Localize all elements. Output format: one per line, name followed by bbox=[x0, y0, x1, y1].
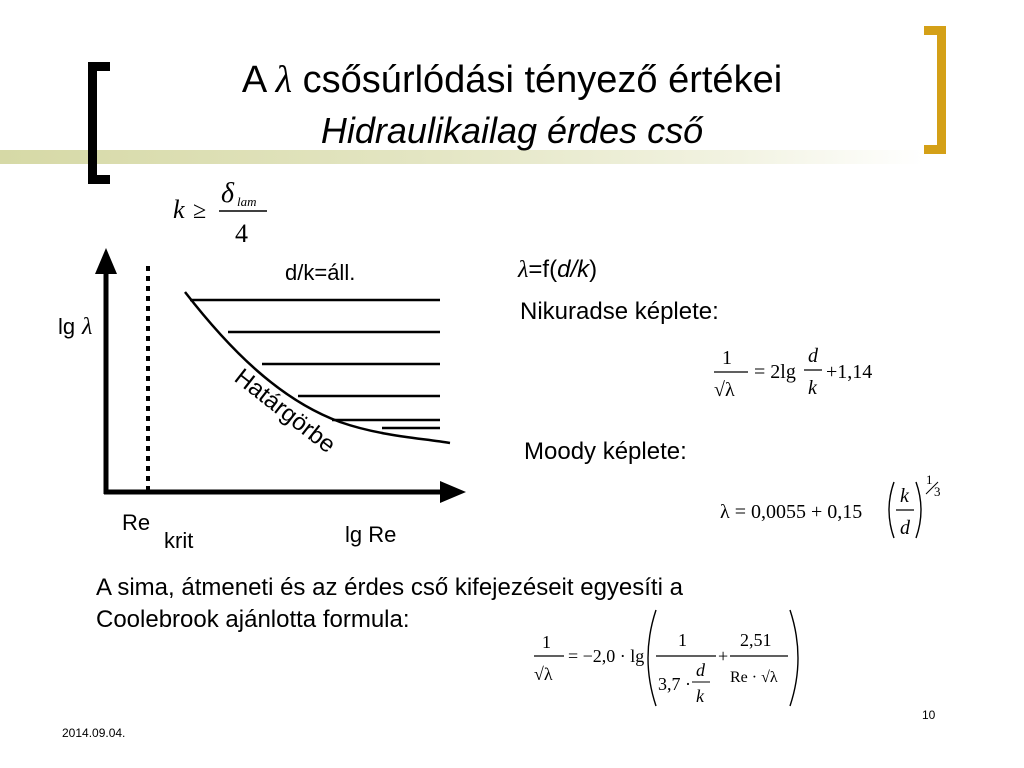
x-axis-arrow-icon bbox=[440, 481, 466, 503]
function-argument: d/k bbox=[557, 256, 590, 283]
re-sqrt-lambda: Re · √λ bbox=[730, 669, 778, 686]
k-symbol: k bbox=[696, 686, 704, 706]
numerator-1: 1 bbox=[722, 347, 732, 369]
re-label: Re bbox=[122, 510, 151, 535]
moody-formula bbox=[714, 470, 954, 546]
title-text: csősúrlódási tényező értékei bbox=[302, 59, 783, 101]
y-axis-lambda-symbol: λ bbox=[82, 314, 93, 340]
y-axis-label: lg bbox=[58, 314, 76, 339]
sqrt-lambda: √λ bbox=[714, 379, 735, 401]
title-prefix: A bbox=[241, 59, 266, 101]
krit-subscript-label: krit bbox=[164, 528, 194, 553]
left-paren bbox=[889, 482, 894, 538]
dk-constant-label: d/k=áll. bbox=[285, 260, 356, 285]
sqrt-lambda: √λ bbox=[534, 664, 553, 684]
plus-sign: + bbox=[718, 646, 729, 666]
lam-subscript: lam bbox=[237, 194, 257, 209]
title-underline-band bbox=[0, 150, 924, 164]
exponent-denominator: 3 bbox=[934, 484, 941, 499]
slide-subtitle: Hidraulikailag érdes cső bbox=[320, 110, 704, 151]
lambda-symbol: λ bbox=[518, 257, 529, 283]
d-symbol: d bbox=[696, 660, 705, 680]
page-number: 10 bbox=[922, 708, 936, 722]
title-lambda-symbol: λ bbox=[275, 59, 293, 101]
slide-title bbox=[0, 58, 1024, 102]
equals-2lg: = 2lg bbox=[754, 361, 796, 383]
numerator-1: 1 bbox=[542, 632, 551, 652]
d-symbol: d bbox=[900, 517, 910, 539]
x-axis-label: lg Re bbox=[345, 522, 397, 547]
delta-symbol: δ bbox=[221, 178, 235, 209]
moody-label: Moody képlete: bbox=[524, 438, 687, 465]
k-symbol: k bbox=[173, 195, 185, 224]
k-symbol: k bbox=[900, 485, 909, 507]
k-symbol: k bbox=[808, 377, 817, 399]
exponent-numerator: 1 bbox=[926, 472, 933, 487]
function-f: f( bbox=[542, 256, 558, 283]
colebrook-formula bbox=[530, 604, 810, 714]
big-left-paren bbox=[648, 610, 656, 706]
equals-sign: = bbox=[528, 256, 543, 283]
moody-lhs: λ = 0,0055 + 0,15 bbox=[720, 501, 863, 523]
nikuradse-formula bbox=[708, 342, 888, 402]
lambda-diagram bbox=[40, 240, 480, 570]
colebrook-description-line2: Coolebrook ajánlotta formula: bbox=[96, 606, 410, 633]
boundary-curve-label: Határgörbe bbox=[229, 363, 341, 459]
footer-date: 2014.09.04. bbox=[62, 726, 126, 740]
d-symbol: d bbox=[808, 345, 818, 367]
geq-symbol: ≥ bbox=[193, 198, 207, 224]
closing-paren: ) bbox=[589, 256, 598, 283]
nikuradse-label: Nikuradse képlete: bbox=[520, 298, 719, 325]
lambda-function-line bbox=[518, 256, 597, 284]
coef-2-51: 2,51 bbox=[740, 630, 772, 650]
inner-one: 1 bbox=[678, 630, 687, 650]
right-paren bbox=[916, 482, 921, 538]
plus-constant: +1,14 bbox=[826, 361, 873, 383]
equals-minus-2lg: = −2,0 · lg bbox=[568, 646, 645, 666]
denominator-4: 4 bbox=[235, 219, 248, 248]
y-axis-arrow-icon bbox=[95, 248, 117, 274]
colebrook-description-line1: A sima, átmeneti és az érdes cső kifejezéseit egyesíti a bbox=[96, 574, 683, 601]
roughness-condition-formula bbox=[165, 172, 275, 250]
big-right-paren bbox=[790, 610, 798, 706]
coef-3-7: 3,7 · bbox=[658, 674, 691, 694]
